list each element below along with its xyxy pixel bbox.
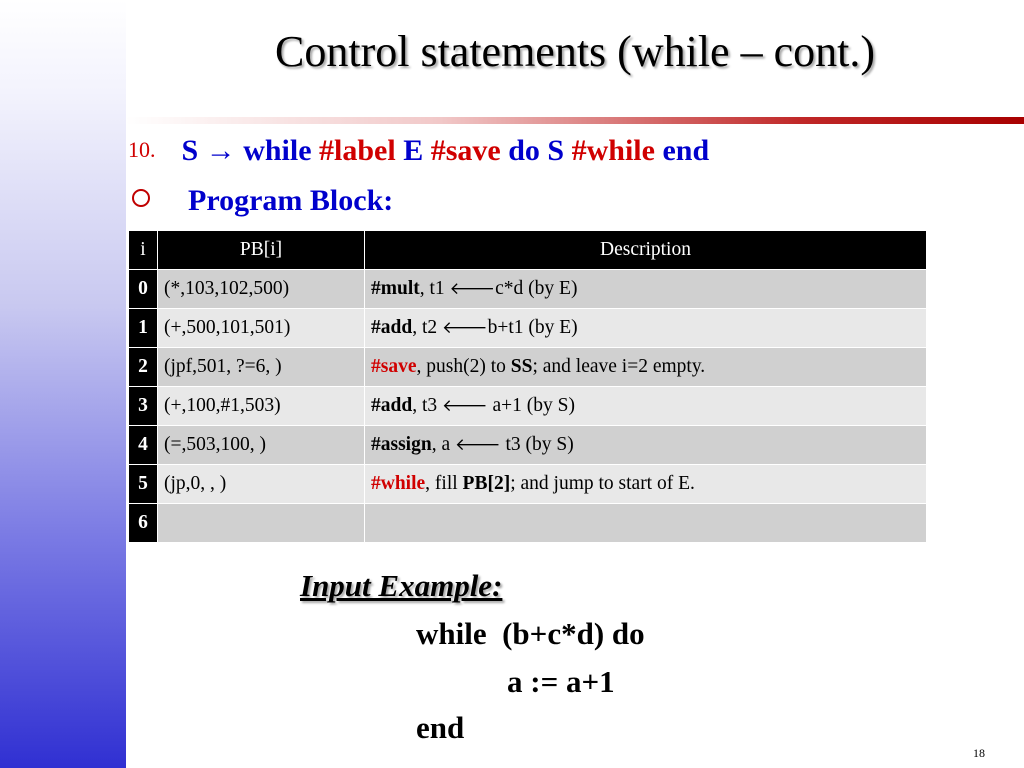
left-arrow-icon: 🡐 — [442, 318, 488, 338]
description-cell — [365, 504, 927, 543]
description-segment: #assign — [371, 434, 432, 455]
left-arrow-icon: 🡐 — [442, 396, 488, 416]
rule-number: 10. — [128, 137, 156, 162]
pb-entry: (+,100,#1,503) — [158, 387, 365, 426]
description-segment: ; and jump to start of E. — [510, 473, 695, 494]
description-segment: PB[2] — [462, 473, 511, 494]
description-segment: , t3 — [412, 395, 442, 416]
row-index: 3 — [129, 387, 158, 426]
pb-entry: (=,503,100, ) — [158, 426, 365, 465]
pb-entry: (*,103,102,500) — [158, 270, 365, 309]
description-segment: #mult — [371, 278, 420, 299]
row-index: 1 — [129, 309, 158, 348]
rule-token: end — [662, 134, 710, 167]
code-line-2: a := a+1 — [507, 664, 615, 699]
row-index: 0 — [129, 270, 158, 309]
grammar-rule — [128, 134, 709, 168]
description-cell — [365, 426, 927, 465]
description-cell — [365, 270, 927, 309]
description-segment: , t1 — [419, 278, 450, 299]
program-block-heading — [128, 184, 393, 218]
input-example-title: Input Example: — [300, 568, 503, 603]
description-segment: , a — [431, 434, 455, 455]
description-segment: , t2 — [412, 317, 442, 338]
rule-token: while — [243, 134, 320, 167]
rule-production — [182, 134, 710, 167]
header-pb: PB[i] — [158, 231, 365, 270]
description-segment: #add — [371, 317, 413, 338]
table-row — [129, 270, 927, 309]
page-number: 18 — [973, 746, 985, 760]
rule-token: E — [403, 134, 431, 167]
description-segment: , push(2) to — [416, 356, 511, 377]
rule-token: #while — [571, 134, 663, 167]
description-segment: #while — [371, 473, 426, 494]
row-index: 4 — [129, 426, 158, 465]
description-segment: ; and leave i=2 empty. — [532, 356, 706, 377]
left-arrow-icon: 🡐 — [454, 435, 501, 455]
left-gradient-bar — [0, 0, 126, 768]
header-i: i — [129, 231, 158, 270]
header-description: Description — [365, 231, 927, 270]
table-row — [129, 426, 927, 465]
title-underline — [126, 117, 1024, 124]
pb-entry: (jp,0, , ) — [158, 465, 365, 504]
rule-token: #save — [430, 134, 509, 167]
program-block-label: Program Block: — [188, 184, 394, 217]
description-segment: c*d (by E) — [495, 278, 578, 299]
table-row — [129, 348, 927, 387]
rule-token: #label — [319, 134, 404, 167]
table-row — [129, 309, 927, 348]
description-cell — [365, 387, 927, 426]
pb-entry — [158, 504, 365, 543]
slide-title: Control statements (while – cont.) — [275, 27, 875, 76]
rule-token: do S — [508, 134, 572, 167]
program-block-table — [128, 230, 927, 543]
description-segment: b+t1 (by E) — [487, 317, 578, 338]
left-arrow-icon: 🡐 — [449, 279, 496, 299]
row-index: 2 — [129, 348, 158, 387]
description-segment: t3 (by S) — [500, 434, 574, 455]
pb-entry: (jpf,501, ?=6, ) — [158, 348, 365, 387]
pb-entry: (+,500,101,501) — [158, 309, 365, 348]
rule-token: → — [198, 134, 244, 167]
description-segment: #save — [371, 356, 417, 377]
description-cell — [365, 465, 927, 504]
code-line-1: while (b+c*d) do — [416, 616, 645, 651]
description-segment: , fill — [425, 473, 463, 494]
description-cell — [365, 309, 927, 348]
description-segment: a+1 (by S) — [487, 395, 575, 416]
table-row — [129, 387, 927, 426]
bullet-icon — [132, 189, 150, 207]
description-segment: #add — [371, 395, 413, 416]
row-index: 5 — [129, 465, 158, 504]
row-index: 6 — [129, 504, 158, 543]
code-line-3: end — [416, 710, 465, 745]
description-segment: SS — [510, 356, 533, 377]
description-cell — [365, 348, 927, 387]
table-row — [129, 465, 927, 504]
rule-token: S — [181, 134, 199, 167]
table-header-row — [129, 231, 927, 270]
table-row — [129, 504, 927, 543]
